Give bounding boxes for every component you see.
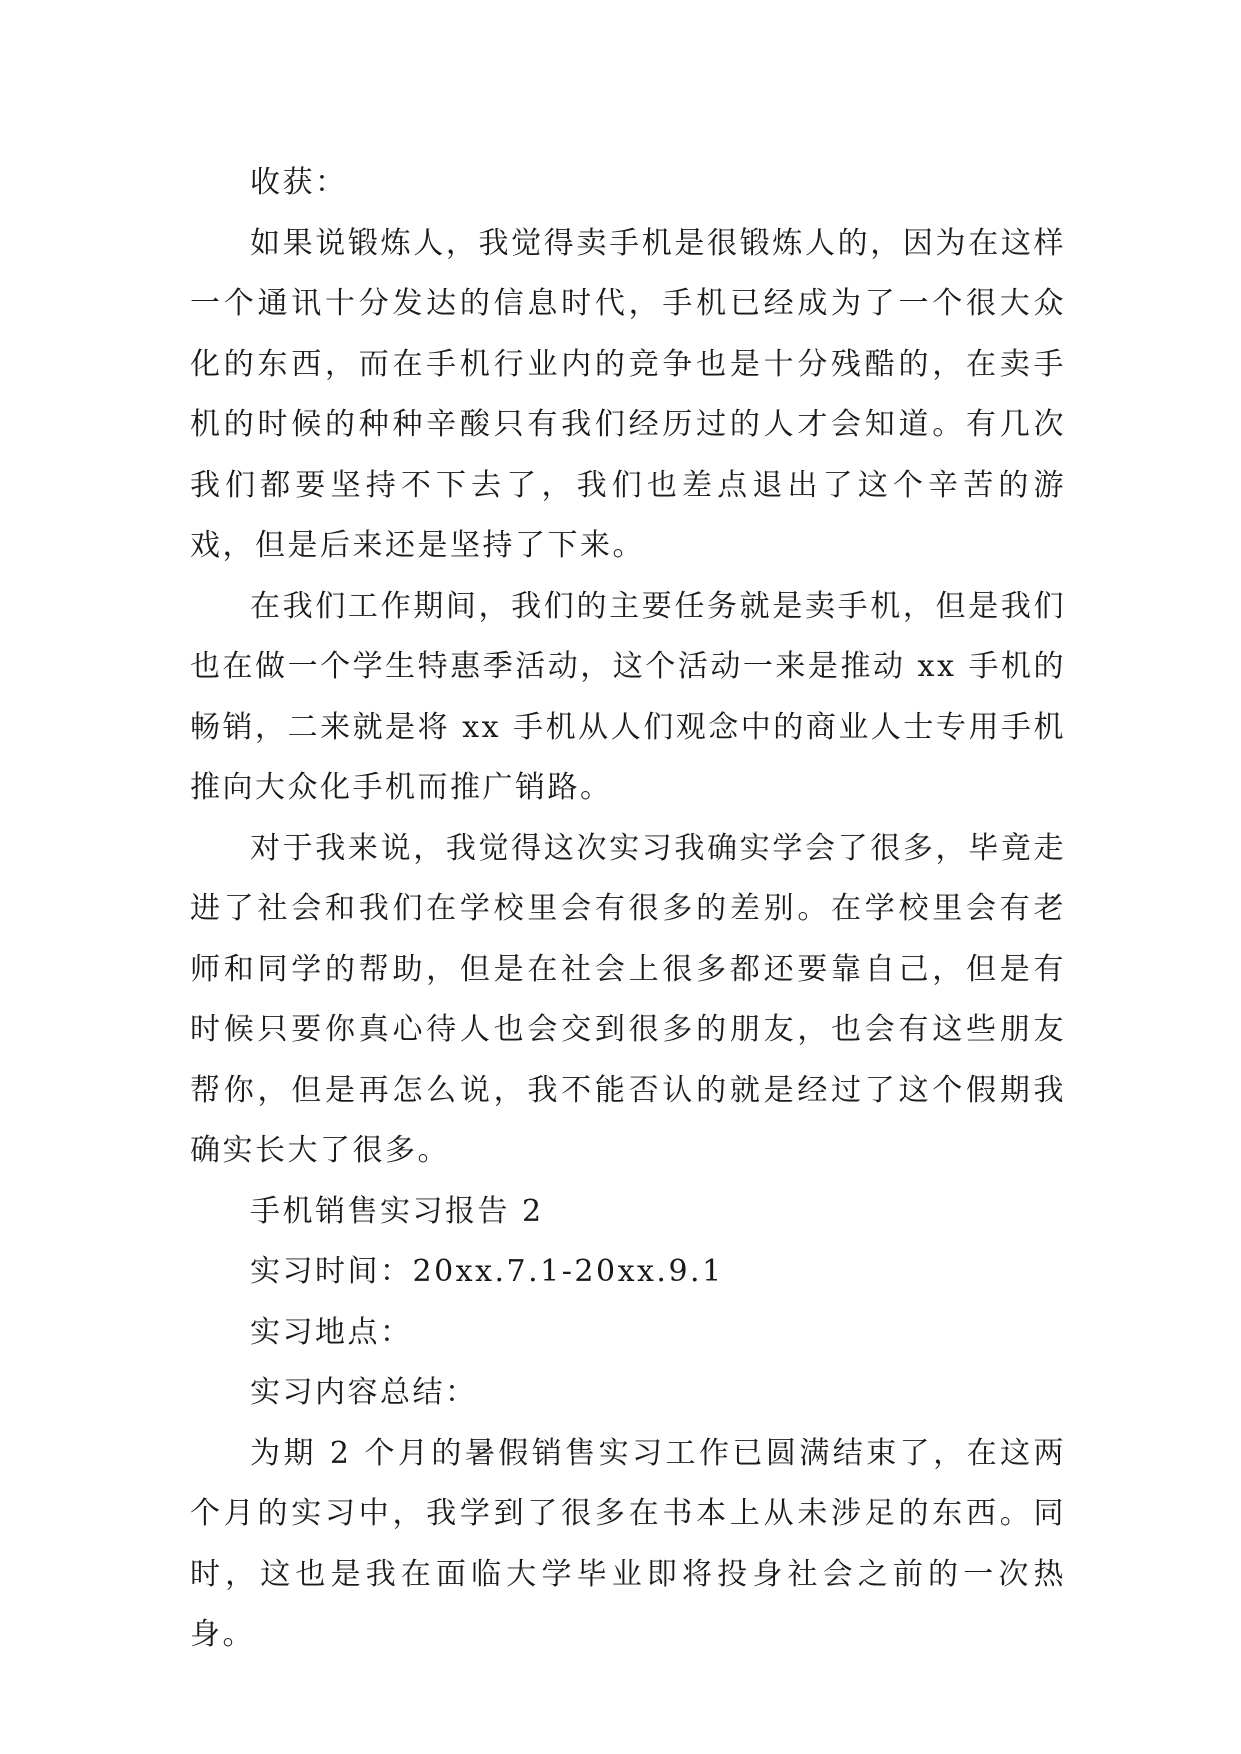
paragraph-harvest-heading: 收获： xyxy=(250,165,348,200)
paragraph-training: 如果说锻炼人，我觉得卖手机是很锻炼人的，因为在这样一个通讯十分发达的信息时代，手机已经成为了一个很大众化的东西，而在手机行业内的竞争也是十分残酷的，在卖手机的时候的种种辛酸只有我们经历过的人才会知道。有几次我们都要坚持不下去了，我们也差点退出了这个辛苦的游戏，但是后来还是坚持了下来。 xyxy=(190,225,1066,563)
paragraph-summary: 为期 2 个月的暑假销售实习工作已圆满结束了，在这两个月的实习中，我学到了很多在书本上从未涉足的东西。同时，这也是我在面临大学毕业即将投身社会之前的一次热身。 xyxy=(190,1435,1066,1652)
paragraph-work-period: 在我们工作期间，我们的主要任务就是卖手机，但是我们也在做一个学生特惠季活动，这个活动一来是推动 xx 手机的畅销，二来就是将 xx 手机从人们观念中的商业人士专用手机推向大众化手机而推广销路。 xyxy=(190,588,1066,805)
document-body xyxy=(190,153,1066,1666)
report-title: 手机销售实习报告 2 xyxy=(250,1193,544,1229)
internship-summary-heading: 实习内容总结： xyxy=(250,1375,478,1410)
internship-location: 实习地点： xyxy=(250,1314,413,1350)
internship-time: 实习时间：20xx.7.1-20xx.9.1 xyxy=(250,1254,724,1289)
paragraph-personal-reflection: 对于我来说，我觉得这次实习我确实学会了很多，毕竟走进了社会和我们在学校里会有很多的差别。在学校里会有老师和同学的帮助，但是在社会上很多都还要靠自己，但是有时候只要你真心待人也会交到很多的朋友，也会有这些朋友帮你，但是再怎么说，我不能否认的就是经过了这个假期我确实长大了很多。 xyxy=(190,830,1066,1168)
